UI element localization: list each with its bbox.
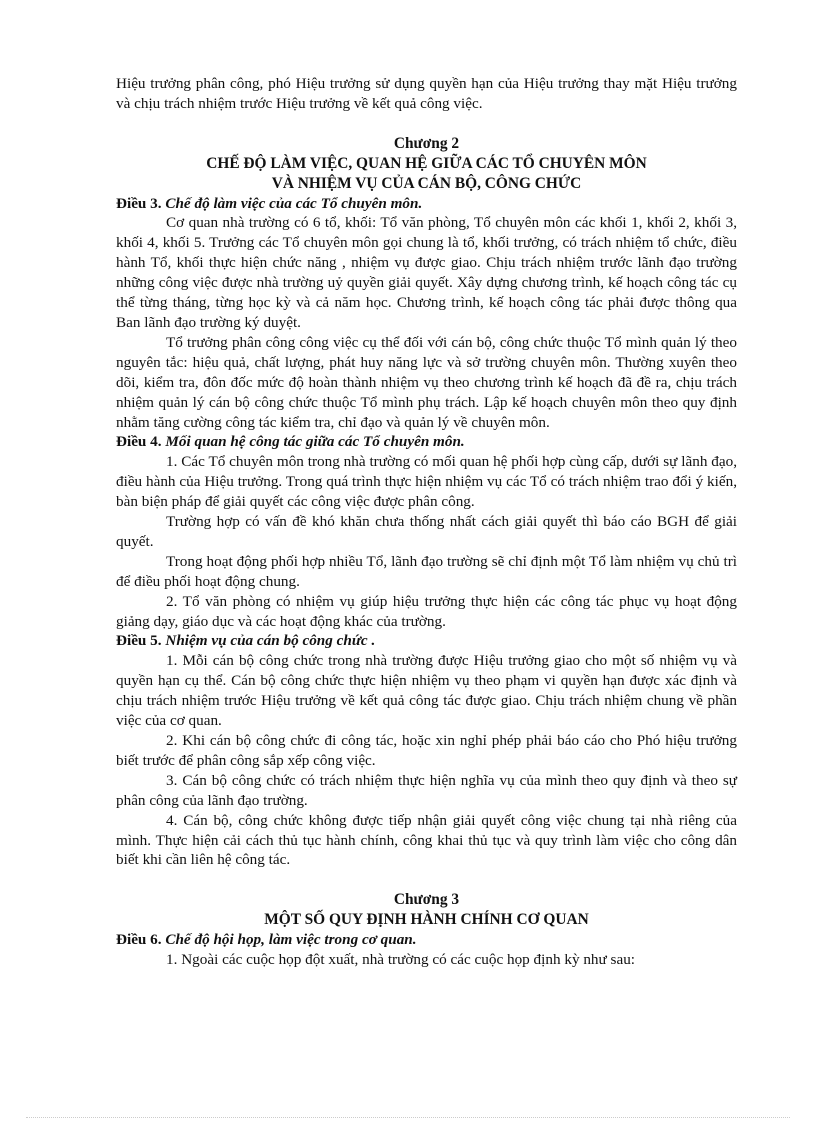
chapter-3-title-line1: MỘT SỐ QUY ĐỊNH HÀNH CHÍNH CƠ QUAN — [264, 911, 589, 929]
article-4-label: Điều 4. — [116, 433, 162, 451]
article-5-paragraph-3: 3. Cán bộ công chức có trách nhiệm thực hiện nghĩa vụ của mình theo quy định và theo sự phân công của lãnh đạo trường. — [116, 771, 737, 809]
article-5-label: Điều 5. — [116, 632, 162, 650]
article-4-title: Mối quan hệ công tác giữa các Tổ chuyên môn. — [165, 433, 465, 451]
article-6-heading — [116, 930, 737, 950]
article-5-paragraph-1: 1. Mỗi cán bộ công chức trong nhà trường được Hiệu trưởng giao cho một số nhiệm vụ và quyền hạn cụ thể. Cán bộ công chức thực hiện nhiệm vụ theo phạm vi quyền hạn được xác định và chịu trách nhiệm trước Hiệu trưởng về kết quả công tác được giao. Chịu trách nhiệm chung về phần việc của cơ quan. — [116, 652, 737, 730]
article-6-title: Chế độ hội họp, làm việc trong cơ quan. — [165, 931, 417, 949]
article-4-paragraph-4: 2. Tổ văn phòng có nhiệm vụ giúp hiệu trưởng thực hiện các công tác phục vụ hoạt động giảng dạy, giáo dục và các hoạt động khác của trường. — [116, 592, 737, 630]
article-5-heading — [116, 631, 737, 651]
chapter-3-heading: Chương 3 — [393, 891, 460, 909]
article-6-label: Điều 6. — [116, 931, 162, 949]
intro-paragraph: Hiệu trưởng phân công, phó Hiệu trưởng sử dụng quyền hạn của Hiệu trưởng thay mặt Hiệu trưởng và chịu trách nhiệm trước Hiệu trưởng về kết quả công việc. — [116, 75, 737, 112]
article-6-paragraph-1: 1. Ngoài các cuộc họp đột xuất, nhà trường có các cuộc họp định kỳ như sau: — [166, 951, 636, 969]
article-4-paragraph-1: 1. Các Tổ chuyên môn trong nhà trường có mối quan hệ phối hợp cùng cấp, dưới sự lãnh đạo, điều hành của Hiệu trưởng. Trong quá trình thực hiện nhiệm vụ các Tổ có trách nhiệm trao đổi ý kiến, bàn biện pháp để giải quyết các công việc được phân công. — [116, 453, 737, 511]
article-4-heading — [116, 432, 737, 452]
chapter-2-heading: Chương 2 — [393, 134, 460, 152]
article-3-heading — [116, 194, 737, 214]
article-5-paragraph-2: 2. Khi cán bộ công chức đi công tác, hoặc xin nghỉ phép phải báo cáo cho Phó hiệu trưởng biết trước để phân công sắp xếp công việc. — [116, 732, 737, 769]
document-page — [116, 74, 737, 970]
page-bottom-divider — [26, 1117, 790, 1118]
article-5-title: Nhiệm vụ của cán bộ công chức . — [165, 632, 376, 650]
article-3-paragraph-1: Cơ quan nhà trường có 6 tổ, khối: Tổ văn phòng, Tổ chuyên môn các khối 1, khối 2, khối 3, khối 4, khối 5. Trưởng các Tổ chuyên môn gọi chung là tổ, khối trưởng, có trách nhiệm tổ chức, điều hành Tổ, khối thực hiện chức năng , nhiệm vụ được giao. Chịu trách nhiệm trước lãnh đạo trường những công việc được nhà trường uỷ quyền giải quyết. Xây dựng chương trình, kế hoạch công tác cụ thể từng tháng, từng học kỳ và cả năm học. Chương trình, kế hoạch công tác phải được thông qua Ban lãnh đạo trường ký duyệt. — [116, 214, 737, 331]
article-3-label: Điều 3. — [116, 194, 162, 212]
chapter-2-title-line2: VÀ NHIỆM VỤ CỦA CÁN BỘ, CÔNG CHỨC — [271, 174, 582, 192]
article-3-paragraph-2: Tổ trưởng phân công công việc cụ thể đối với cán bộ, công chức thuộc Tổ mình quản lý theo nguyên tắc: hiệu quả, chất lượng, phát huy năng lực và sở trường chuyên môn. Thường xuyên theo dõi, kiểm tra, đôn đốc mức độ hoàn thành nhiệm vụ theo chương trình kế hoạch đã đề ra, chịu trách nhiệm quản lý cán bộ công chức thuộc Tổ mình phụ trách. Lập kế hoạch chuyên môn theo quy định nhằm tăng cường công tác kiểm tra, chỉ đạo và quản lý về chuyên môn. — [116, 333, 737, 431]
article-4-paragraph-3: Trong hoạt động phối hợp nhiều Tổ, lãnh đạo trường sẽ chỉ định một Tổ làm nhiệm vụ chủ trì để điều phối hoạt động chung. — [116, 552, 737, 590]
spacer — [116, 870, 737, 890]
chapter-2-title-line1: CHẾ ĐỘ LÀM VIỆC, QUAN HỆ GIỮA CÁC TỔ CHUYÊN MÔN — [206, 154, 647, 172]
spacer — [116, 114, 737, 134]
article-4-paragraph-2: Trường hợp có vấn đề khó khăn chưa thống nhất cách giải quyết thì báo cáo BGH để giải quyết. — [116, 513, 737, 550]
article-5-paragraph-4: 4. Cán bộ, công chức không được tiếp nhận giải quyết công việc chung tại nhà riêng của mình. Thực hiện cải cách thủ tục hành chính, công khai thủ tục và quy trình làm việc cho công dân biết khi cần liên hệ công tác. — [116, 811, 737, 869]
article-3-title: Chế độ làm việc của các Tổ chuyên môn. — [165, 194, 423, 212]
